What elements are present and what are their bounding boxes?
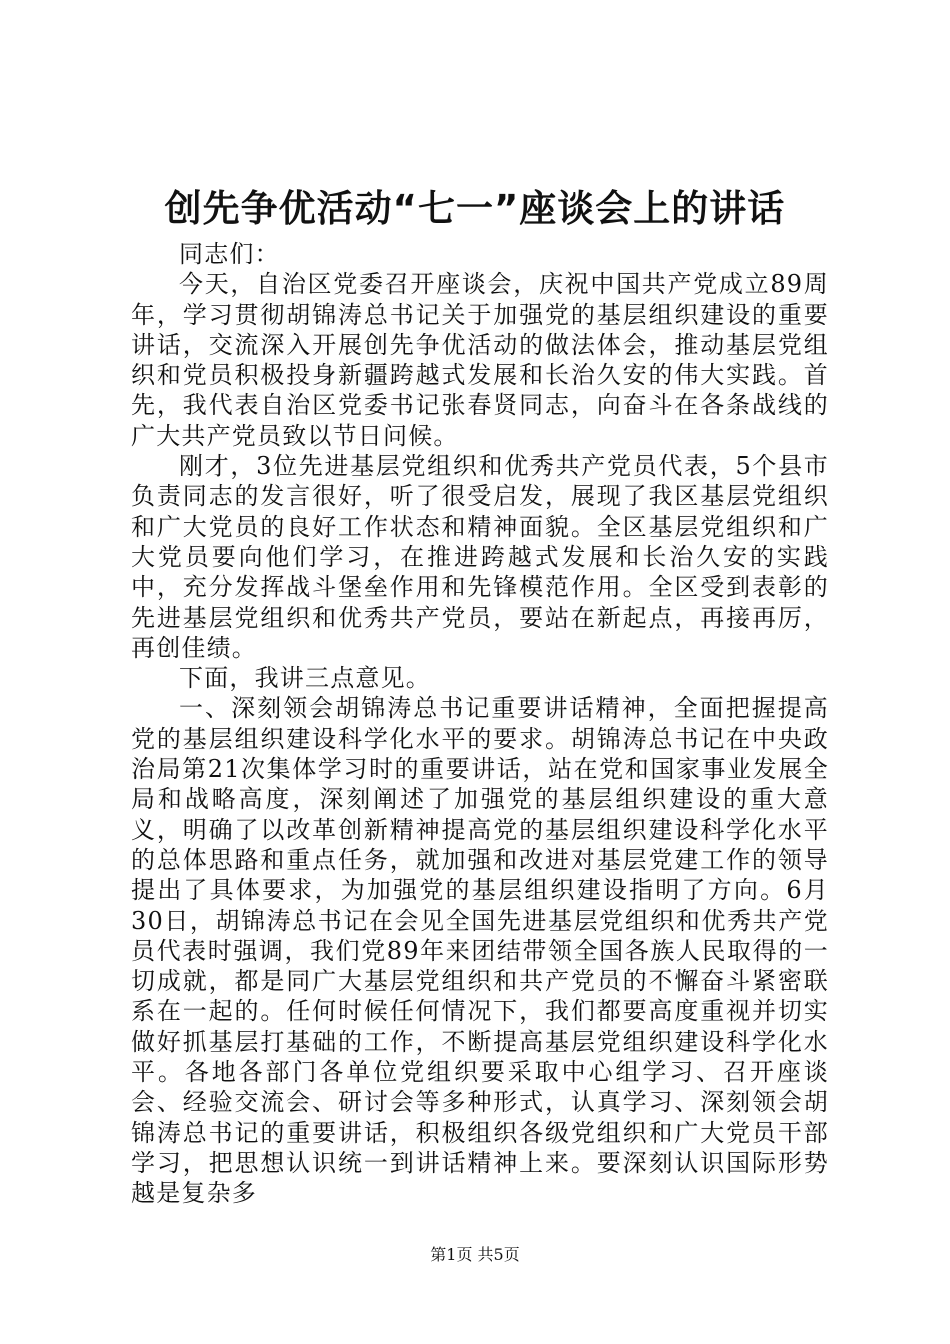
paragraph-3: 下面，我讲三点意见。	[179, 664, 431, 693]
page-number-footer: 第1页 共5页	[430, 1245, 520, 1264]
paragraph-4: 一、深刻领会胡锦涛总书记重要讲话精神，全面把握提高党的基层组织建设科学化水平的要求。胡锦涛总书记在中央政治局第21次集体学习时的重要讲话，站在党和国家事业发展全局和战略高度，深刻阐述了加强党的基层组织建设的重大意义，明确了以改革创新精神提高党的基层组织建设科学化水平的总体思路和重点任务，就加强和改进对基层党建工作的领导提出了具体要求，为加强党的基层组织建设指明了方向。6月30日，胡锦涛总书记在会见全国先进基层党组织和优秀共产党员代表时强调，我们党89年来团结带领全国各族人民取得的一切成就，都是同广大基层党组织和共产党员的不懈奋斗紧密联系在一起的。任何时候任何情况下，我们都要高度重视并切实做好抓基层打基础的工作，不断提高基层党组织建设科学化水平。各地各部门各单位党组织要采取中心组学习、召开座谈会、经验交流会、研讨会等多种形式，认真学习、深刻领会胡锦涛总书记的重要讲话，积极组织各级党组织和广大党员干部学习，把思想认识统一到讲话精神上来。要深刻认识国际形势越是复杂多	[131, 694, 829, 1208]
document-body	[131, 239, 829, 1209]
document-title: 创先争优活动“七一”座谈会上的讲话	[164, 187, 786, 230]
salutation: 同志们：	[179, 240, 280, 268]
paragraph-2: 刚才，3位先进基层党组织和优秀共产党员代表，5个县市负责同志的发言很好，听了很受启发，展现了我区基层党组织和广大党员的良好工作状态和精神面貌。全区基层党组织和广大党员要向他们学习，在推进跨越式发展和长治久安的实践中，充分发挥战斗堡垒作用和先锋模范作用。全区受到表彰的先进基层党组织和优秀共产党员，要站在新起点，再接再厉，再创佳绩。	[131, 452, 829, 662]
paragraph-1: 今天，自治区党委召开座谈会，庆祝中国共产党成立89周年，学习贯彻胡锦涛总书记关于加强党的基层组织建设的重要讲话，交流深入开展创先争优活动的做法体会，推动基层党组织和党员积极投身新疆跨越式发展和长治久安的伟大实践。首先，我代表自治区党委书记张春贤同志，向奋斗在各条战线的广大共产党员致以节日问候。	[131, 270, 829, 450]
